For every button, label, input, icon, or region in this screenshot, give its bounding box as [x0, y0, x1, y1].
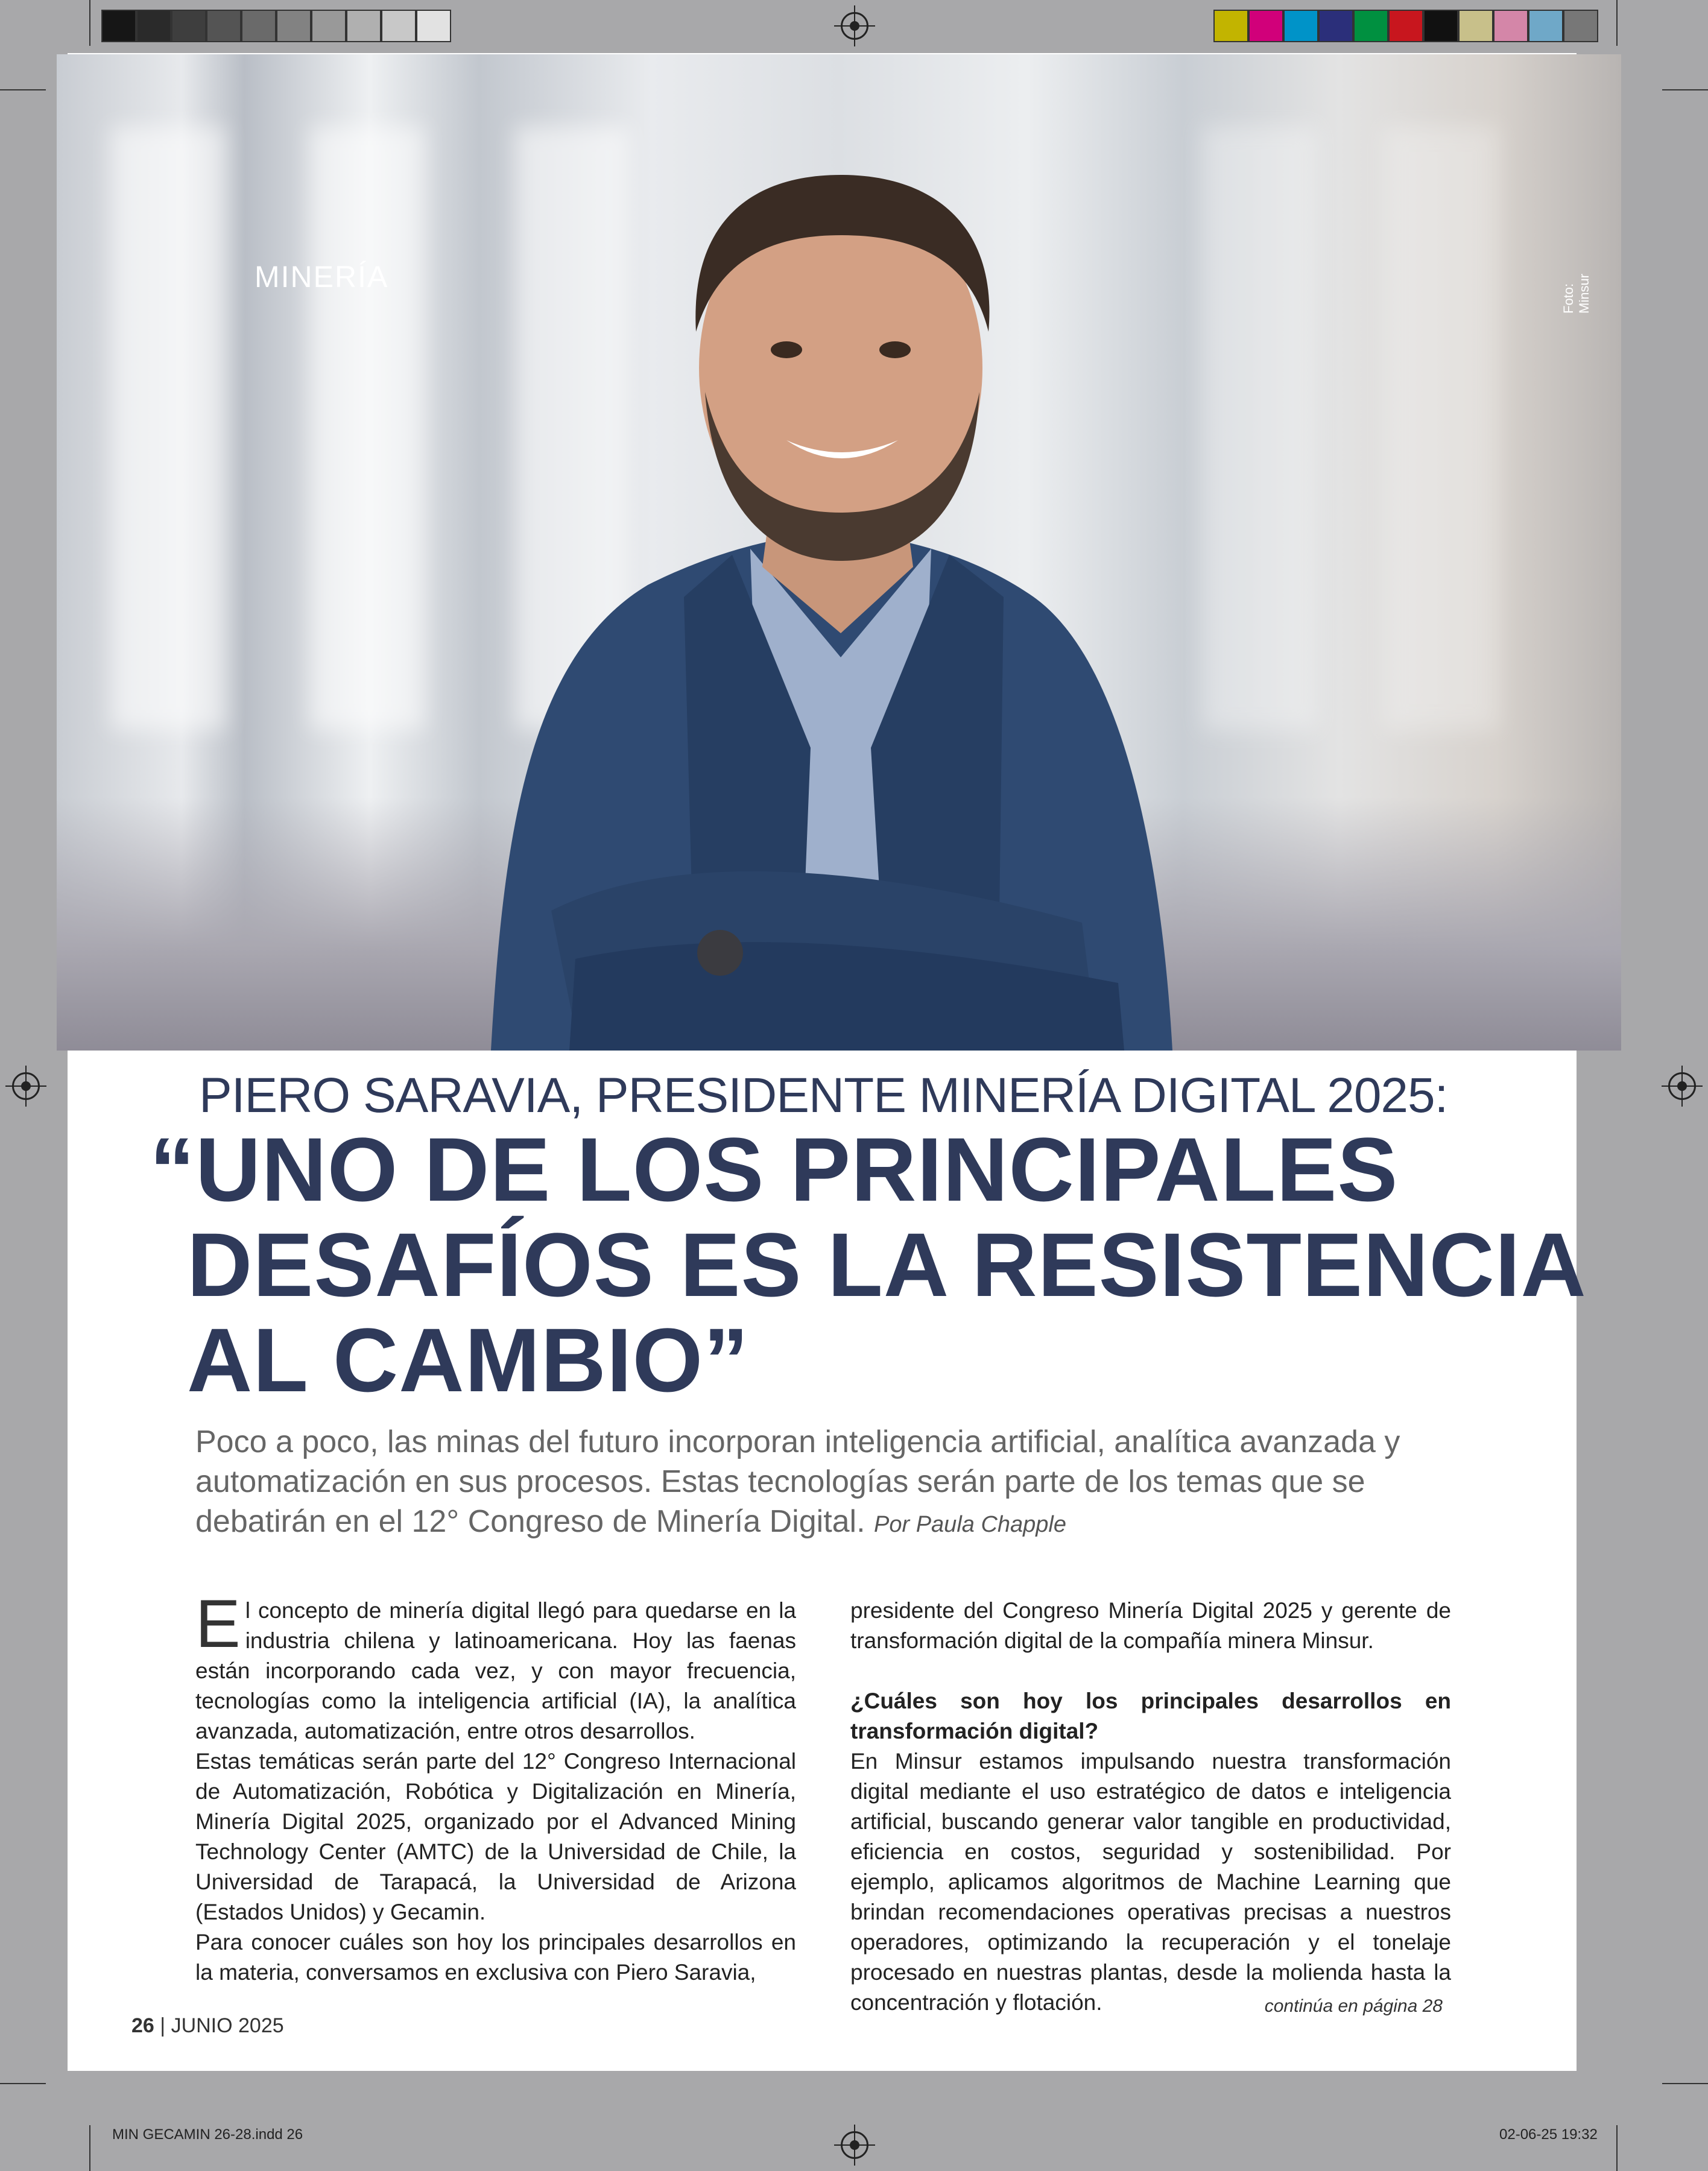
- color-swatch: [1458, 10, 1493, 42]
- crop-mark-icon: [1662, 89, 1708, 90]
- folio-separator: |: [160, 2014, 166, 2037]
- dek-text: Poco a poco, las minas del futuro incorporan inteligencia artificial, analítica avanzada y automatización en sus procesos. Estas tecnologías serán parte de los temas que se debatirán en el 12° Congreso de Minería Digital.: [195, 1424, 1400, 1539]
- color-swatch: [206, 10, 241, 42]
- crop-mark-icon: [0, 89, 46, 90]
- color-swatch: [171, 10, 206, 42]
- color-swatch: [311, 10, 346, 42]
- page-folio: [131, 2014, 284, 2038]
- issue-date: JUNIO 2025: [171, 2014, 284, 2037]
- article-headline: [150, 1119, 1587, 1411]
- color-swatch: [1423, 10, 1458, 42]
- crop-mark-icon: [0, 2083, 46, 2084]
- continued-note: continúa en página 28: [1264, 1996, 1443, 2016]
- body-column-left: [195, 1586, 796, 1988]
- grayscale-bar: [101, 0, 493, 48]
- color-swatch: [1248, 10, 1283, 42]
- color-swatch: [1493, 10, 1528, 42]
- color-swatch: [381, 10, 416, 42]
- color-swatch: [416, 10, 451, 42]
- crop-mark-icon: [1616, 2125, 1618, 2171]
- page-number: 26: [131, 2014, 154, 2037]
- interview-answer: En Minsur estamos impulsando nuestra transformación digital mediante el uso estratégico de datos e inteligencia artificial, buscando generar valor tangible en productividad, eficiencia en costos, seguridad y sostenibilidad. Por ejemplo, aplicamos algoritmos de Machine Learning que brindan recomendaciones operativas precisas a nuestros operadores, optimizando la recuperación y el tonelaje procesado en nuestras plantas, desde la molienda hasta la concentración y flotación.: [850, 1749, 1451, 2015]
- color-swatch: [1283, 10, 1318, 42]
- crop-mark-icon: [1662, 2083, 1708, 2084]
- paragraph: [195, 1586, 796, 1746]
- headline-line: AL CAMBIO”: [187, 1309, 750, 1411]
- hero-photo: [57, 54, 1621, 1051]
- crop-mark-icon: [89, 0, 90, 46]
- slug-filename: MIN GECAMIN 26-28.indd 26: [112, 2126, 303, 2143]
- color-swatch: [1318, 10, 1353, 42]
- color-swatch: [101, 10, 136, 42]
- color-swatch: [1563, 10, 1598, 42]
- photo-credit: Foto: Minsur: [1561, 273, 1592, 314]
- color-swatch: [1213, 10, 1248, 42]
- color-swatch: [241, 10, 276, 42]
- registration-mark-bottom-icon: [841, 2131, 868, 2159]
- paragraph: Estas temáticas serán parte del 12° Congreso Internacional de Automatización, Robótica y Digitalización en Minería, Minería Digital 2025, organizado por el Advanced Mining Technology Center (AMTC) de la Universidad de Chile, la Universidad de Tarapacá, la Universidad de Arizona (Estados Unidos) y Gecamin.: [195, 1749, 796, 1924]
- color-swatch: [276, 10, 311, 42]
- paragraph: Para conocer cuáles son hoy los principales desarrollos en la materia, conversamos en exclusiva con Piero Saravia,: [195, 1930, 796, 1985]
- crop-mark-icon: [89, 2125, 90, 2171]
- crop-mark-icon: [1616, 0, 1618, 46]
- color-swatch: [1528, 10, 1563, 42]
- color-swatch: [136, 10, 171, 42]
- color-bar: [1213, 0, 1605, 48]
- drop-cap: E: [195, 1586, 241, 1661]
- section-label: MINERÍA: [255, 260, 389, 294]
- registration-mark-right-icon: [1668, 1072, 1696, 1100]
- body-column-right: [850, 1596, 1451, 2018]
- byline: Por Paula Chapple: [874, 1512, 1067, 1537]
- article-dek: [195, 1422, 1450, 1544]
- color-swatch: [346, 10, 381, 42]
- registration-mark-top-icon: [841, 12, 868, 40]
- article-kicker: PIERO SARAVIA, PRESIDENTE MINERÍA DIGITAL 2025:: [199, 1068, 1448, 1123]
- headline-line: DESAFÍOS ES LA RESISTENCIA: [187, 1214, 1587, 1315]
- headline-line: “UNO DE LOS PRINCIPALES: [150, 1119, 1399, 1220]
- slug-timestamp: 02-06-25 19:32: [1499, 2126, 1598, 2143]
- portrait-figure: [57, 54, 1621, 1051]
- color-swatch: [1388, 10, 1423, 42]
- paragraph-text: l concepto de minería digital llegó para quedarse en la industria chilena y latinoamericana. Hoy las faenas están incorporando cada vez, y con mayor frecuencia, tecnologías como la inteligencia artificial (IA), la analítica avanzada, automatización, entre otros desarrollos.: [195, 1598, 796, 1743]
- interview-question: ¿Cuáles son hoy los principales desarrollos en transformación digital?: [850, 1689, 1451, 1743]
- paragraph: presidente del Congreso Minería Digital 2025 y gerente de transformación digital de la compañía minera Minsur.: [850, 1598, 1451, 1653]
- color-swatch: [1353, 10, 1388, 42]
- registration-mark-left-icon: [12, 1072, 40, 1100]
